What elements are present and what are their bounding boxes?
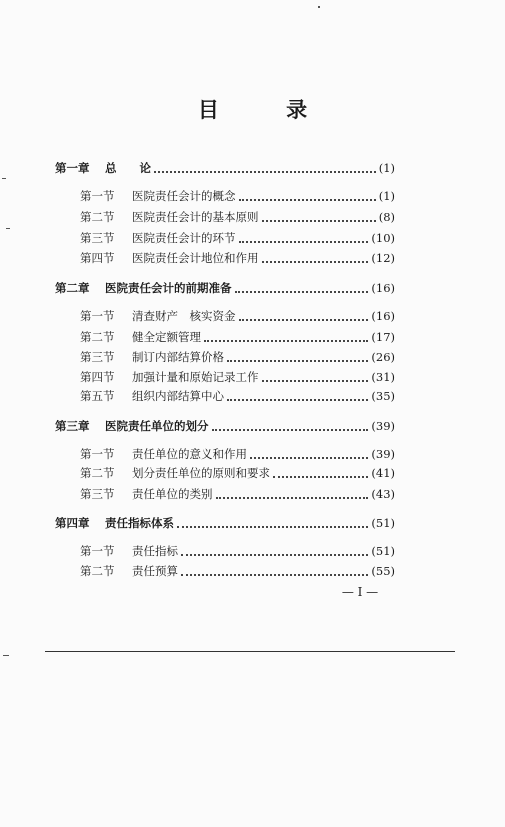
section-title: 医院责任会计的概念 [132,189,236,203]
section-title: 责任预算 [132,564,178,578]
page-ref: (8) [378,210,395,224]
page-ref: (1) [378,189,395,203]
page-ref: (39) [371,419,395,433]
chapter-number: 第一章 [55,161,90,175]
dot-leader [273,476,368,478]
dot-leader [239,241,369,243]
chapter-number: 第四章 [55,516,90,530]
section-number: 第二节 [80,330,115,344]
section-title: 医院责任会计地位和作用 [132,251,259,265]
section-number: 第一节 [80,189,115,203]
dot-leader [262,380,369,382]
toc-section[interactable] [80,466,395,481]
section-title: 医院责任会计的环节 [132,231,236,245]
page-ref: (12) [371,251,395,265]
dot-leader [235,291,369,293]
toc-chapter-2[interactable] [55,281,395,296]
page-ref: (51) [371,516,395,530]
page-ref: (17) [371,330,395,344]
section-title: 健全定额管理 [132,330,201,344]
toc-section[interactable] [80,564,395,579]
toc-section[interactable] [80,210,395,225]
scan-speck [318,6,320,8]
section-number: 第四节 [80,251,115,265]
page-ref: (39) [371,447,395,461]
toc-chapter-1[interactable] [55,161,395,176]
section-title: 制订内部结算价格 [132,350,224,364]
dot-leader [181,574,368,576]
section-number: 第五节 [80,389,115,403]
section-number: 第三节 [80,487,115,501]
toc-section[interactable] [80,350,395,365]
dot-leader [239,319,369,321]
toc-section[interactable] [80,330,395,345]
dot-leader [154,171,376,173]
section-number: 第二节 [80,564,115,578]
section-number: 第一节 [80,544,115,558]
chapter-number: 第三章 [55,419,90,433]
page-ref: (31) [371,370,395,384]
chapter-title: 医院责任单位的划分 [105,419,209,433]
section-title: 责任单位的意义和作用 [132,447,247,461]
dot-leader [250,457,368,459]
section-number: 第二节 [80,466,115,480]
section-number: 第三节 [80,231,115,245]
section-title: 加强计量和原始记录工作 [132,370,259,384]
chapter-title: 责任指标体系 [105,516,174,530]
toc-section[interactable] [80,189,395,204]
page-ref: (16) [371,281,395,295]
page-ref: (51) [371,544,395,558]
scan-speck [3,655,9,656]
toc-section[interactable] [80,487,395,502]
page-ref: (43) [371,487,395,501]
section-title: 组织内部结算中心 [132,389,224,403]
scan-speck [2,178,6,179]
toc-section[interactable] [80,231,395,246]
dot-leader [227,399,368,401]
chapter-number: 第二章 [55,281,90,295]
page-ref: (35) [371,389,395,403]
section-title: 清查财产 核实资金 [132,309,236,323]
dot-leader [227,360,368,362]
chapter-title: 医院责任会计的前期准备 [105,281,232,295]
page-ref: (55) [371,564,395,578]
scan-speck [6,228,10,229]
page-title: 目 录 [197,98,338,122]
toc-section[interactable] [80,370,395,385]
bottom-rule [45,651,455,652]
toc-section[interactable] [80,309,395,324]
dot-leader [216,497,369,499]
dot-leader [181,554,368,556]
dot-leader [204,340,368,342]
toc-section[interactable] [80,447,395,462]
toc-section[interactable] [80,544,395,559]
section-number: 第一节 [80,447,115,461]
page-ref: (1) [378,161,395,175]
toc-section[interactable] [80,389,395,404]
dot-leader [262,261,369,263]
toc-section[interactable] [80,251,395,266]
section-number: 第二节 [80,210,115,224]
section-title: 医院责任会计的基本原则 [132,210,259,224]
page-ref: (26) [371,350,395,364]
toc-chapter-4[interactable] [55,516,395,531]
dot-leader [177,526,368,528]
dot-leader [239,199,376,201]
dot-leader [212,429,369,431]
page-ref: (10) [371,231,395,245]
section-number: 第四节 [80,370,115,384]
section-title: 责任指标 [132,544,178,558]
section-title: 责任单位的类别 [132,487,213,501]
section-number: 第三节 [80,350,115,364]
page-ref: (41) [371,466,395,480]
section-number: 第一节 [80,309,115,323]
dot-leader [262,220,376,222]
section-title: 划分责任单位的原则和要求 [132,466,270,480]
chapter-title: 总 论 [105,161,151,175]
page-number: — I — [341,585,379,599]
toc-chapter-3[interactable] [55,419,395,434]
page-ref: (16) [371,309,395,323]
